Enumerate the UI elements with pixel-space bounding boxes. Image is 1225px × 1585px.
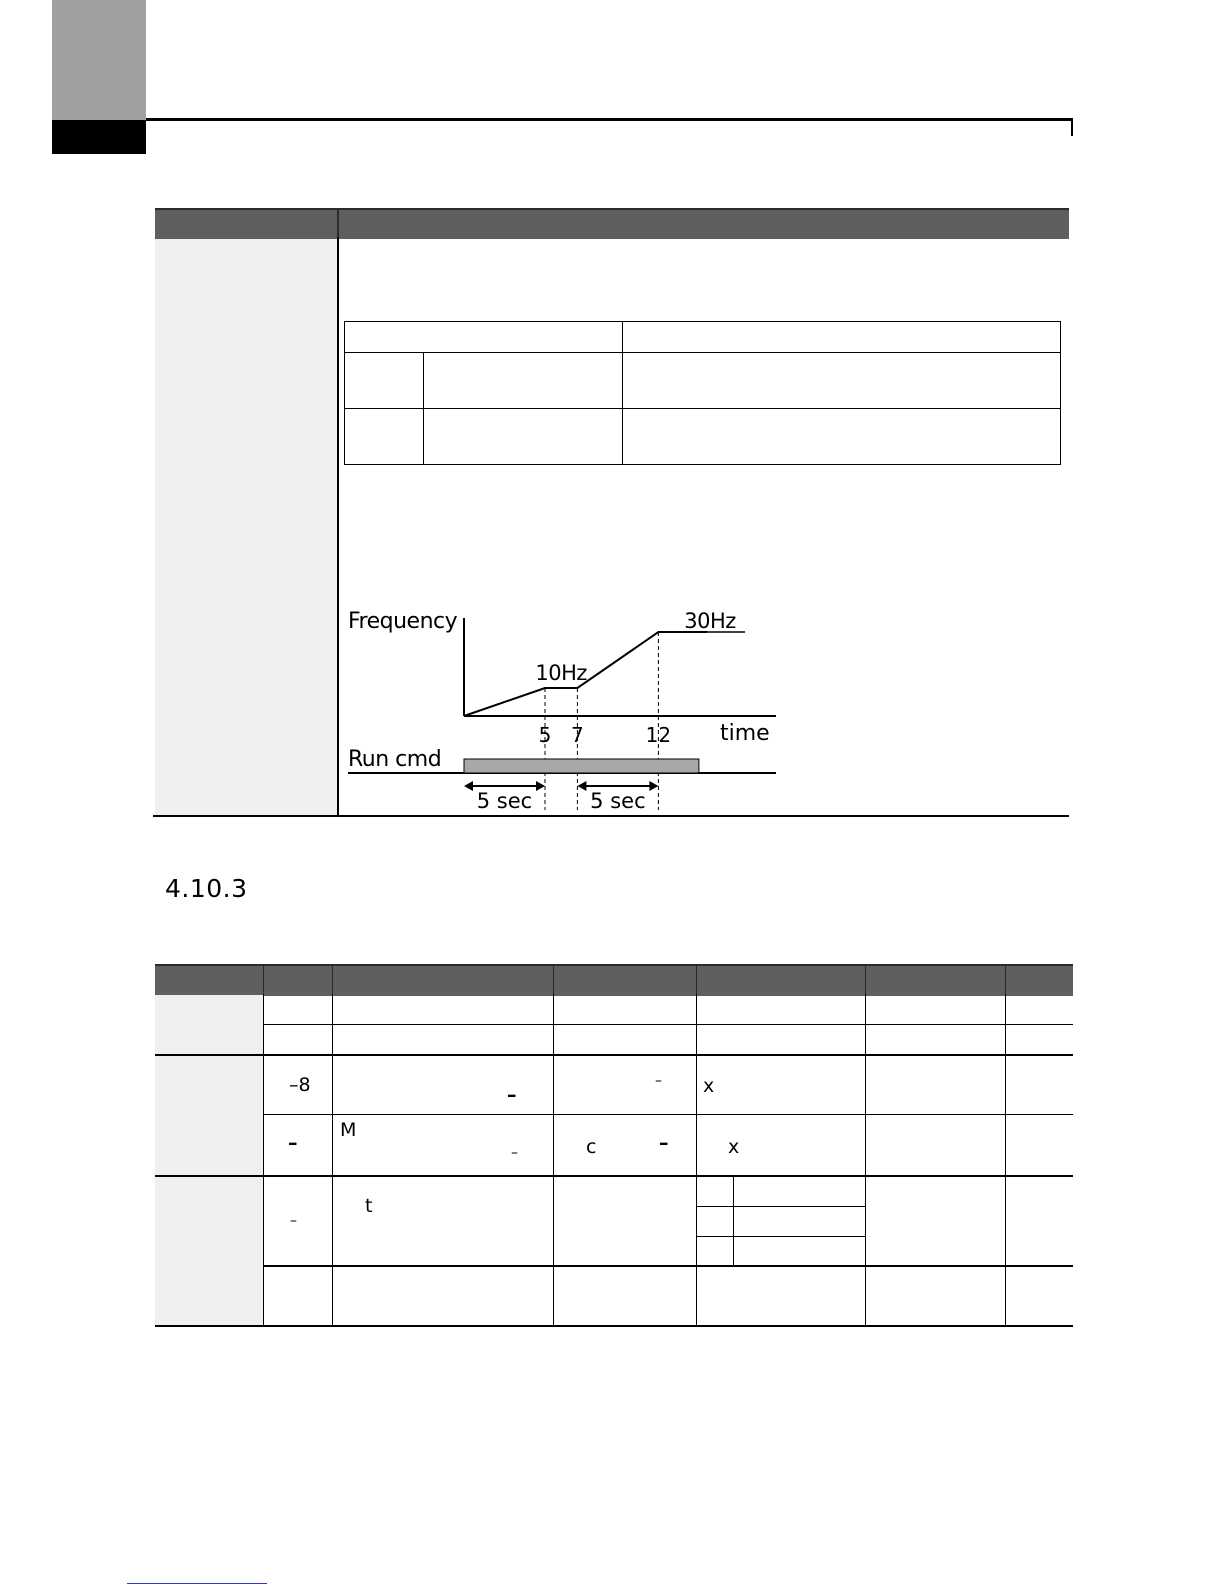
lower-table-col-line [332, 994, 333, 1326]
lower-table-header-divider [865, 966, 866, 994]
underscore-fragment: – [507, 1084, 517, 1106]
lower-table-group-1 [155, 995, 263, 1054]
lower-table-row-line [263, 1265, 1073, 1267]
lower-table-subrow-line [696, 1236, 865, 1237]
underscore-fragment: – [511, 1145, 518, 1161]
chapter-tab [52, 0, 146, 120]
lower-table-row-line [263, 1024, 1073, 1025]
interval-arrowhead [577, 781, 586, 791]
interval-arrowhead [536, 781, 545, 791]
name-fragment: M [340, 1119, 357, 1141]
upper-table-header-divider [337, 210, 339, 237]
inner-table-bottom-line [344, 464, 1061, 465]
row-code-fragment: –8 [289, 1074, 311, 1096]
x-tick-label: 5 [538, 723, 552, 747]
dash-fragment: – [659, 1132, 669, 1154]
dash-fragment: – [655, 1073, 662, 1089]
lower-table-col-line [263, 994, 264, 1326]
lower-table-group-3 [155, 1177, 263, 1325]
footer-link-underline [127, 1583, 267, 1584]
run-cmd-bar [464, 759, 699, 773]
upper-table-header [155, 208, 1069, 239]
inner-table-col-line [622, 321, 623, 465]
inner-table-header-line [344, 352, 1061, 353]
upper-table-bottom-rule [153, 815, 1069, 817]
interval-label: 5 sec [590, 789, 646, 813]
range-fragment: x [703, 1075, 715, 1097]
upper-table-label-column [155, 239, 337, 815]
frequency-label: 30Hz [684, 609, 736, 633]
header-rule-tick [1071, 118, 1073, 136]
inner-table-right-line [1060, 321, 1061, 465]
name-fragment: t [365, 1195, 373, 1217]
x-axis-label: time [720, 721, 770, 746]
lower-table-header-divider [332, 966, 333, 994]
inner-table-top-line [344, 321, 1061, 322]
lower-table-header-divider [1005, 966, 1006, 994]
frequency-time-chart [340, 600, 790, 815]
x-tick-label: 7 [571, 723, 584, 747]
upper-table-column-divider [337, 237, 339, 817]
header-rule [146, 118, 1073, 121]
lower-table-row-line [263, 1114, 1073, 1115]
lower-table-subrow-line [696, 1206, 865, 1207]
lower-table-group-line [155, 1054, 1073, 1056]
inner-table-row-line [344, 408, 1061, 409]
interval-arrowhead [464, 781, 473, 791]
frequency-label: 10Hz [535, 661, 587, 685]
lower-table-col-line [865, 994, 866, 1326]
lower-table-group-2 [155, 1056, 263, 1175]
lower-table-bottom-line [155, 1325, 1073, 1327]
lower-table-group-line [155, 1175, 1073, 1177]
lower-table-header-divider [263, 966, 264, 994]
lower-table-header-divider [553, 966, 554, 994]
row-code-fragment: – [288, 1132, 298, 1154]
lower-table-col-line [696, 994, 697, 1326]
interval-arrowhead [649, 781, 658, 791]
y-axis-label: Frequency [348, 609, 458, 634]
lower-table-subcol-line [733, 1177, 734, 1266]
run-cmd-label: Run cmd [348, 747, 442, 772]
lower-table-header-divider [696, 966, 697, 994]
range-fragment: x [728, 1136, 740, 1158]
row-code-fragment: – [290, 1213, 297, 1229]
lower-table-header [155, 964, 1073, 996]
chapter-tab-marker [52, 120, 146, 154]
lower-table-col-line [553, 994, 554, 1326]
lower-table-col-line [1005, 994, 1006, 1326]
inner-table-subcol-line [423, 352, 424, 465]
section-number: 4.10.3 [165, 874, 248, 903]
inner-table-left-line [344, 321, 345, 465]
x-tick-label: 12 [645, 723, 672, 747]
default-fragment: c [586, 1136, 597, 1158]
interval-label: 5 sec [476, 789, 533, 813]
